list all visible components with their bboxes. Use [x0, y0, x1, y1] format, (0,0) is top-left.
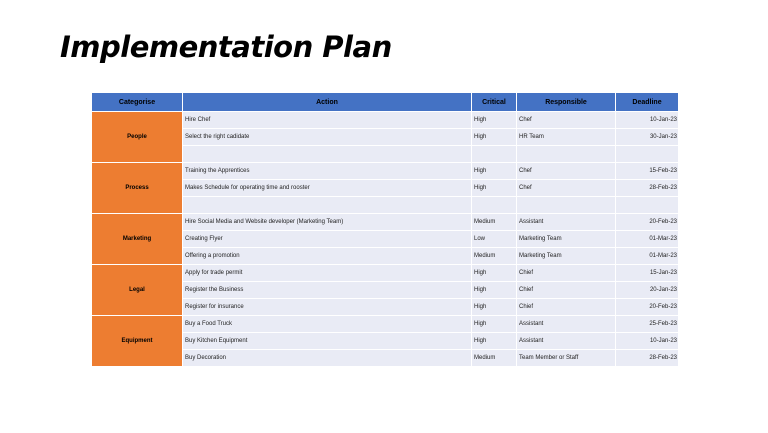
header-action: Action [183, 93, 472, 112]
table-row [92, 316, 679, 333]
action-cell: Buy Kitchen Equipment [183, 333, 472, 350]
deadline-cell: 25-Feb-23 [616, 316, 679, 333]
critical-cell: High [472, 163, 517, 180]
responsible-cell: Chef [517, 163, 616, 180]
action-cell: Makes Schedule for operating time and rooster [183, 180, 472, 197]
critical-cell: High [472, 180, 517, 197]
critical-cell: Medium [472, 248, 517, 265]
action-cell: Offering a promotion [183, 248, 472, 265]
responsible-cell [517, 197, 616, 214]
critical-cell [472, 146, 517, 163]
critical-cell: Medium [472, 214, 517, 231]
header-row [92, 93, 679, 112]
critical-cell [472, 197, 517, 214]
action-cell: Buy a Food Truck [183, 316, 472, 333]
slide-title: Implementation Plan [60, 30, 392, 64]
deadline-cell: 30-Jan-23 [616, 129, 679, 146]
responsible-cell: HR Team [517, 129, 616, 146]
category-cell: Legal [92, 265, 183, 316]
action-cell [183, 146, 472, 163]
category-cell: Process [92, 163, 183, 214]
critical-cell: High [472, 282, 517, 299]
table-row [92, 214, 679, 231]
critical-cell: High [472, 316, 517, 333]
table-body [92, 112, 679, 367]
action-cell: Buy Decoration [183, 350, 472, 367]
header-responsible: Responsible [517, 93, 616, 112]
responsible-cell: Chef [517, 112, 616, 129]
deadline-cell: 28-Feb-23 [616, 350, 679, 367]
table-row [92, 163, 679, 180]
responsible-cell: Assistant [517, 316, 616, 333]
critical-cell: High [472, 299, 517, 316]
deadline-cell [616, 197, 679, 214]
responsible-cell: Marketing Team [517, 248, 616, 265]
category-cell: People [92, 112, 183, 163]
critical-cell: Low [472, 231, 517, 248]
action-cell: Hire Social Media and Website developer (Marketing Team) [183, 214, 472, 231]
action-cell: Select the right cadidate [183, 129, 472, 146]
responsible-cell: Chef [517, 180, 616, 197]
header-categorise: Categorise [92, 93, 183, 112]
category-cell: Marketing [92, 214, 183, 265]
action-cell: Register the Business [183, 282, 472, 299]
deadline-cell: 10-Jan-23 [616, 112, 679, 129]
critical-cell: High [472, 129, 517, 146]
action-cell: Training the Apprentices [183, 163, 472, 180]
critical-cell: Medium [472, 350, 517, 367]
critical-cell: High [472, 112, 517, 129]
deadline-cell: 20-Feb-23 [616, 214, 679, 231]
deadline-cell: 20-Feb-23 [616, 299, 679, 316]
responsible-cell: Chief [517, 265, 616, 282]
deadline-cell: 01-Mar-23 [616, 231, 679, 248]
responsible-cell: Chief [517, 299, 616, 316]
responsible-cell: Marketing Team [517, 231, 616, 248]
action-cell: Hire Chef [183, 112, 472, 129]
table-row [92, 265, 679, 282]
action-cell [183, 197, 472, 214]
deadline-cell [616, 146, 679, 163]
action-cell: Register for insurance [183, 299, 472, 316]
action-cell: Apply for trade permit [183, 265, 472, 282]
action-cell: Creating Flyer [183, 231, 472, 248]
deadline-cell: 15-Feb-23 [616, 163, 679, 180]
responsible-cell: Team Member or Staff [517, 350, 616, 367]
critical-cell: High [472, 265, 517, 282]
responsible-cell: Assistant [517, 214, 616, 231]
responsible-cell: Assistant [517, 333, 616, 350]
header-deadline: Deadline [616, 93, 679, 112]
table-row [92, 112, 679, 129]
deadline-cell: 01-Mar-23 [616, 248, 679, 265]
category-cell: Equipment [92, 316, 183, 367]
deadline-cell: 15-Jan-23 [616, 265, 679, 282]
deadline-cell: 20-Jan-23 [616, 282, 679, 299]
deadline-cell: 28-Feb-23 [616, 180, 679, 197]
implementation-table [91, 92, 679, 367]
header-critical: Critical [472, 93, 517, 112]
deadline-cell: 10-Jan-23 [616, 333, 679, 350]
responsible-cell: Chief [517, 282, 616, 299]
responsible-cell [517, 146, 616, 163]
critical-cell: High [472, 333, 517, 350]
